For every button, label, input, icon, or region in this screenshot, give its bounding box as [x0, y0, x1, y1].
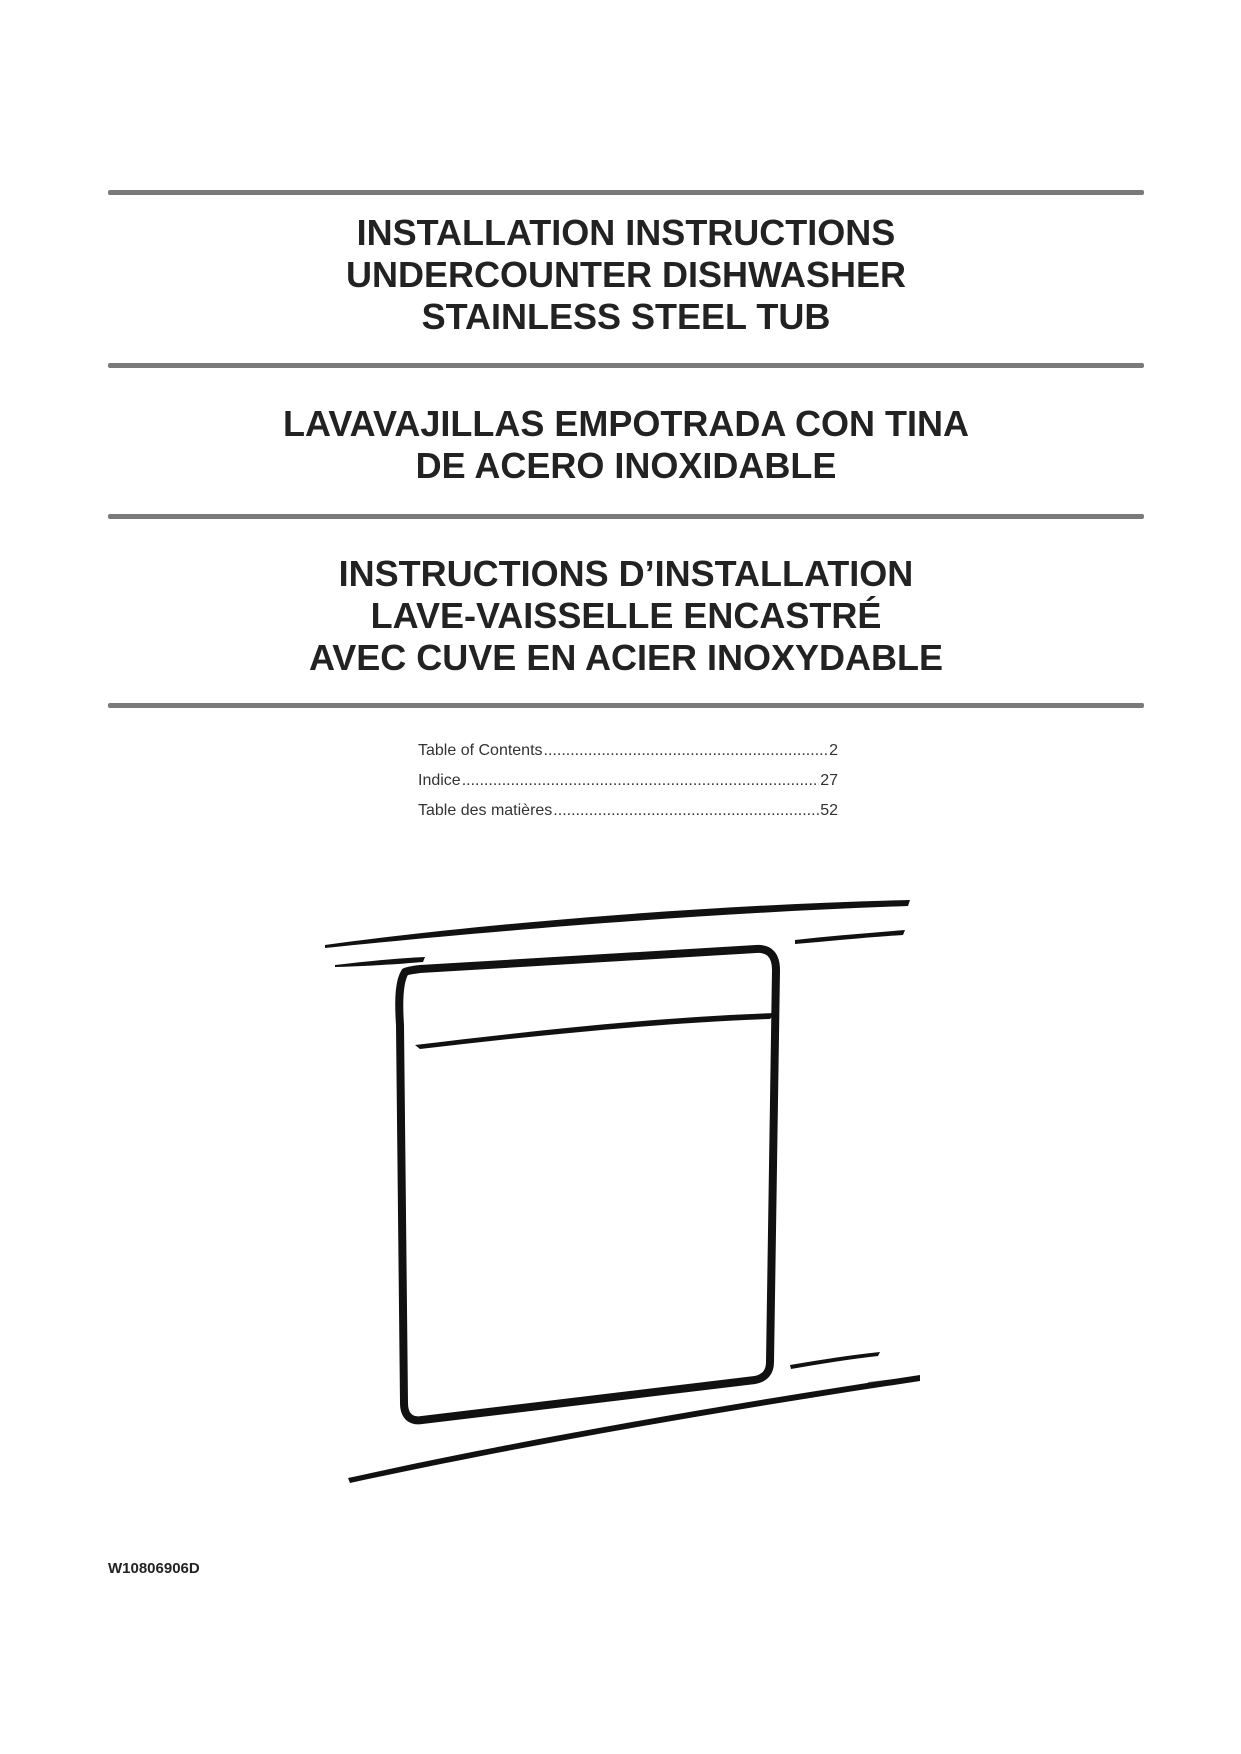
part-number: W10806906D — [108, 1560, 200, 1577]
table-of-contents — [418, 742, 838, 832]
countertop-lower-right — [795, 930, 905, 944]
french-title-line-3: AVEC CUVE EN ACIER INOXYDABLE — [308, 637, 944, 678]
toc-entry-page: 2 — [829, 742, 838, 759]
toc-entry-label: Indice — [418, 772, 461, 789]
divider-bottom — [108, 703, 1144, 708]
countertop-lower-left — [335, 957, 425, 967]
divider-spanish-french — [108, 514, 1144, 519]
toe-kick-right-upper — [790, 1352, 880, 1369]
english-title-line-2: UNDERCOUNTER DISHWASHER — [345, 254, 907, 295]
toc-entry-french[interactable] — [418, 802, 838, 832]
toc-entry-label: Table of Contents — [418, 742, 543, 759]
french-title-line-1: INSTRUCTIONS D’INSTALLATION — [338, 553, 914, 594]
spanish-title-line-1: LAVAVAJILLAS EMPOTRADA CON TINA — [283, 403, 969, 444]
divider-english-spanish — [108, 363, 1144, 368]
toc-entry-page: 52 — [820, 802, 838, 819]
control-panel-line — [415, 1013, 775, 1049]
toc-leader-dots — [462, 772, 820, 790]
divider-top — [108, 190, 1144, 195]
spanish-title — [108, 403, 1144, 487]
toc-entry-label: Table des matières — [418, 802, 553, 819]
toc-leader-dots — [544, 742, 829, 760]
french-title-line-2: LAVE-VAISSELLE ENCASTRÉ — [370, 595, 882, 636]
toc-entry-english[interactable] — [418, 742, 838, 772]
french-title — [108, 553, 1144, 679]
dishwasher-front-icon — [320, 895, 930, 1505]
toc-entry-spanish[interactable] — [418, 772, 838, 802]
english-title-line-3: STAINLESS STEEL TUB — [421, 296, 831, 337]
toc-leader-dots — [553, 802, 819, 820]
english-title-line-1: INSTALLATION INSTRUCTIONS — [356, 212, 896, 253]
toc-entry-page: 27 — [820, 772, 838, 789]
english-title — [108, 212, 1144, 338]
spanish-title-line-2: DE ACERO INOXIDABLE — [415, 445, 837, 486]
